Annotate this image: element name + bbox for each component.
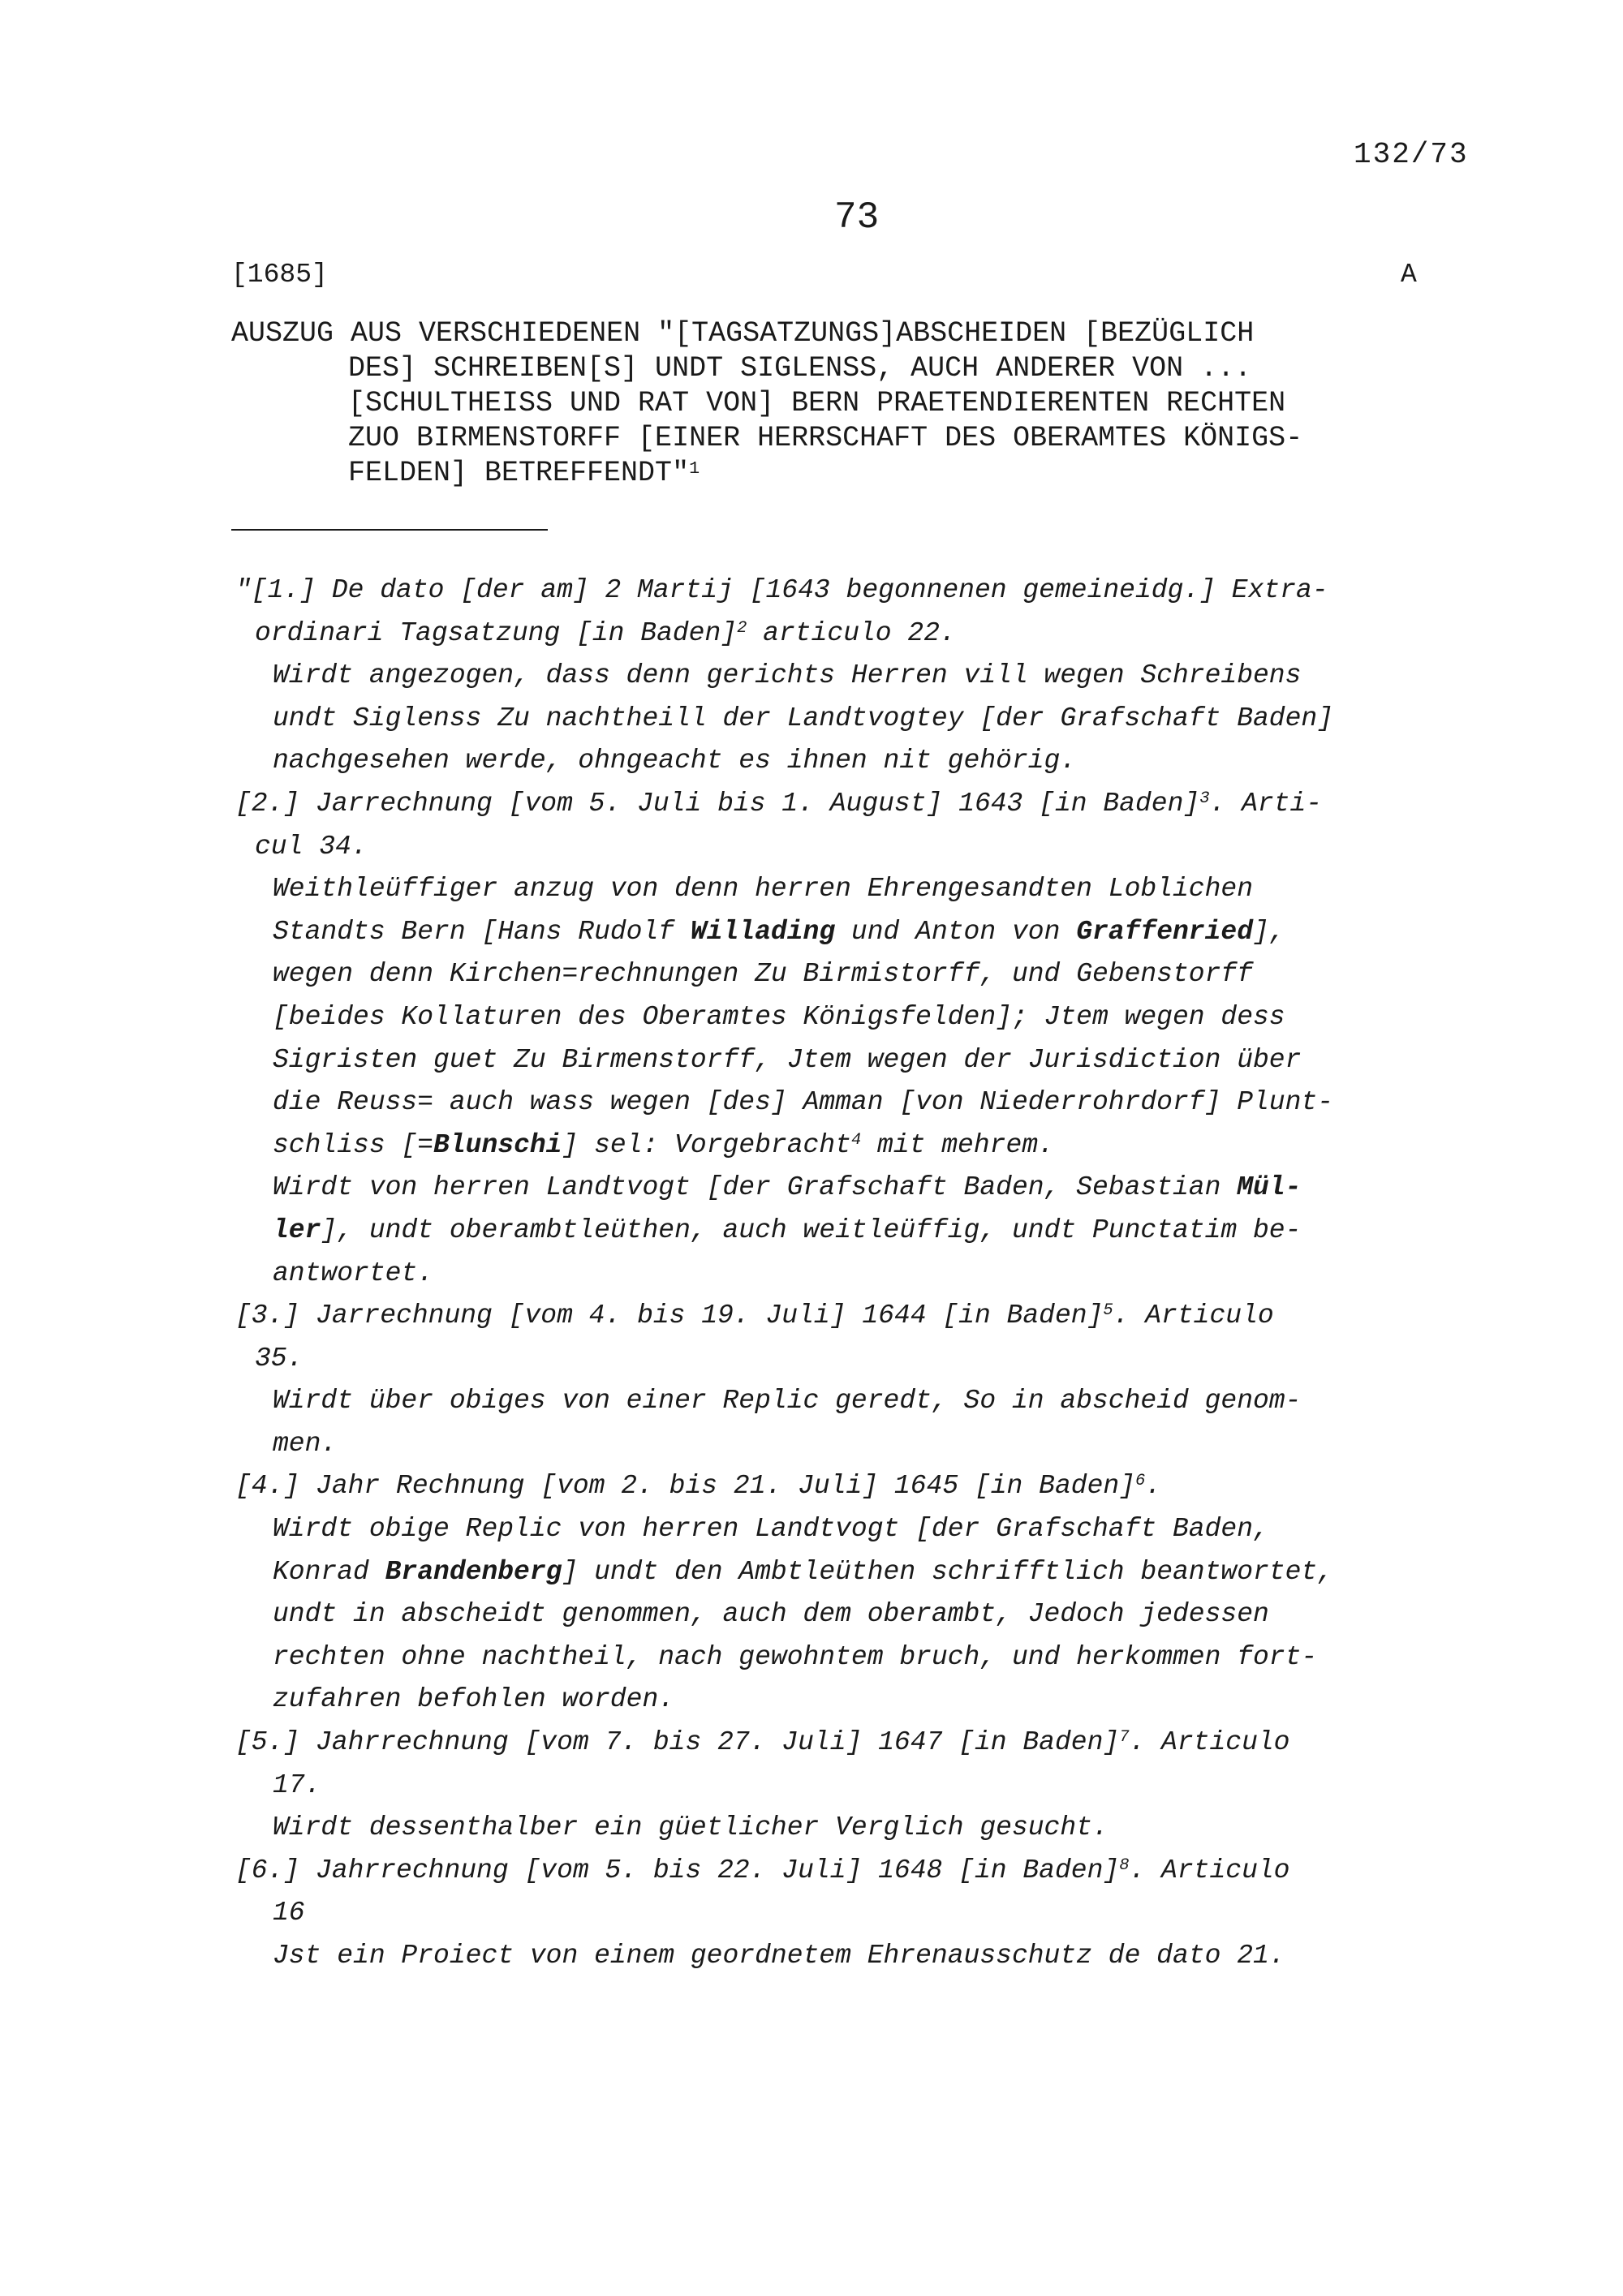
document-body	[235, 570, 1501, 1978]
text-line: undt Siglenss Zu nachtheill der Landtvogtey [der Grafschaft Baden]	[273, 703, 1334, 733]
text-line: Sigristen guet Zu Birmenstorff, Jtem wegen der Jurisdiction über	[273, 1044, 1302, 1075]
footnote-marker: 3	[1199, 789, 1210, 808]
text-line: schliss [=Blunschi] sel: Vorgebracht$^4$ mit mehrem.	[273, 1129, 1054, 1160]
text-line: [beides Kollaturen des Oberamtes Königsfelden]; Jtem wegen dess	[273, 1001, 1285, 1032]
text-line: Konrad Brandenberg] undt den Ambtleüthen schrifftlich beantwortet,	[273, 1556, 1334, 1587]
text-line: undt in abscheidt genommen, auch dem oberambt, Jedoch jedessen	[273, 1599, 1269, 1630]
footnote-marker: 2	[737, 618, 747, 638]
footnote-marker: 7	[1119, 1728, 1130, 1748]
title-line: DES] SCHREIBEN[S] UNDT SIGLENSS, AUCH ANDERER VON ...	[348, 352, 1252, 385]
person-name: ler	[273, 1215, 321, 1245]
text-line: Jst ein Proiect von einem geordnetem Ehrenausschutz de dato 21.	[273, 1941, 1285, 1971]
person-name: Graffenried	[1076, 916, 1254, 947]
footnote-marker: 8	[1119, 1855, 1130, 1875]
footnote-marker: 6	[1134, 1472, 1146, 1491]
person-name: Mül-	[1237, 1172, 1302, 1203]
text-line: 16	[273, 1898, 305, 1928]
text-line: Wirdt obige Replic von herren Landtvogt [der Grafschaft Baden,	[273, 1514, 1269, 1545]
text-line: 35.	[255, 1343, 304, 1374]
text-line: Wirdt dessenthalber ein güetlicher Verglich gesucht.	[273, 1812, 1109, 1843]
footnote-marker: 5	[1103, 1301, 1113, 1321]
text-line: Wirdt über obiges von einer Replic geredt, So in abscheid genom-	[273, 1386, 1302, 1417]
title-line: [SCHULTHEISS UND RAT VON] BERN PRAETENDIERENTEN RECHTEN	[348, 387, 1286, 419]
text-line: Weithleüffiger anzug von denn herren Ehrengesandten Loblichen	[273, 874, 1253, 905]
text-line: die Reuss= auch wass wegen [des] Amman [von Niederrohrdorf] Plunt-	[273, 1087, 1334, 1118]
document-year: [1685]	[231, 260, 328, 290]
title-line: ZUO BIRMENSTORFF [EINER HERRSCHAFT DES OBERAMTES KÖNIGS-	[348, 422, 1303, 454]
text-line: nachgesehen werde, ohngeacht es ihnen nit gehörig.	[273, 746, 1077, 776]
text-line: wegen denn Kirchen=rechnungen Zu Birmistorff, und Gebenstorff	[273, 959, 1253, 990]
document-number: 73	[834, 196, 880, 239]
text-line: ler], undt oberambtleüthen, auch weitleüffig, undt Punctatim be-	[273, 1215, 1302, 1245]
person-name: Blunschi	[433, 1129, 562, 1160]
text-line: [3.] Jarrechnung [vom 4. bis 19. Juli] 1644 [in Baden]$^5$. Articulo	[235, 1301, 1274, 1331]
title-line: AUSZUG AUS VERSCHIEDENEN "[TAGSATZUNGS]ABSCHEIDEN [BEZÜGLICH	[231, 317, 1255, 350]
text-line: "[1.] De dato [der am] 2 Martij [1643 begonnenen gemeineidg.] Extra-	[235, 575, 1328, 605]
text-line: men.	[273, 1428, 338, 1459]
text-line: [5.] Jahrrechnung [vom 7. bis 27. Juli] 1647 [in Baden]$^7$. Articulo	[235, 1727, 1290, 1758]
section-divider	[231, 529, 548, 531]
text-line: rechten ohne nachtheil, nach gewohntem bruch, und herkommen fort-	[273, 1641, 1318, 1672]
text-line: zufahren befohlen worden.	[273, 1684, 675, 1715]
text-line: [6.] Jahrrechnung [vom 5. bis 22. Juli] 1648 [in Baden]$^8$. Articulo	[235, 1855, 1290, 1885]
title-line: FELDEN] BETREFFENDT"$^1$	[348, 457, 700, 489]
page-reference: 132/73	[1354, 138, 1469, 171]
text-line: Wirdt von herren Landtvogt [der Grafschaft Baden, Sebastian Mül-	[273, 1172, 1302, 1203]
text-line: cul 34.	[255, 831, 368, 862]
footnote-marker: 4	[850, 1130, 862, 1150]
text-line: Wirdt angezogen, dass denn gerichts Herren vill wegen Schreibens	[273, 660, 1302, 691]
person-name: Willading	[690, 916, 836, 947]
text-line: [4.] Jahr Rechnung [vom 2. bis 21. Juli] 1645 [in Baden]$^6$.	[235, 1471, 1162, 1502]
text-line: 17.	[273, 1769, 321, 1800]
text-line: [2.] Jarrechnung [vom 5. Juli bis 1. August] 1643 [in Baden]$^3$. Arti-	[235, 788, 1323, 819]
text-line: Standts Bern [Hans Rudolf Willading und Anton von Graffenried],	[273, 916, 1285, 947]
person-name: Brandenberg	[385, 1556, 562, 1587]
footnote-marker: 1	[689, 458, 700, 479]
text-line: ordinari Tagsatzung [in Baden]$^2$ articulo 22.	[255, 617, 956, 648]
text-line: antwortet.	[273, 1258, 434, 1288]
document-title	[231, 316, 1302, 491]
document-letter: A	[1401, 260, 1417, 290]
